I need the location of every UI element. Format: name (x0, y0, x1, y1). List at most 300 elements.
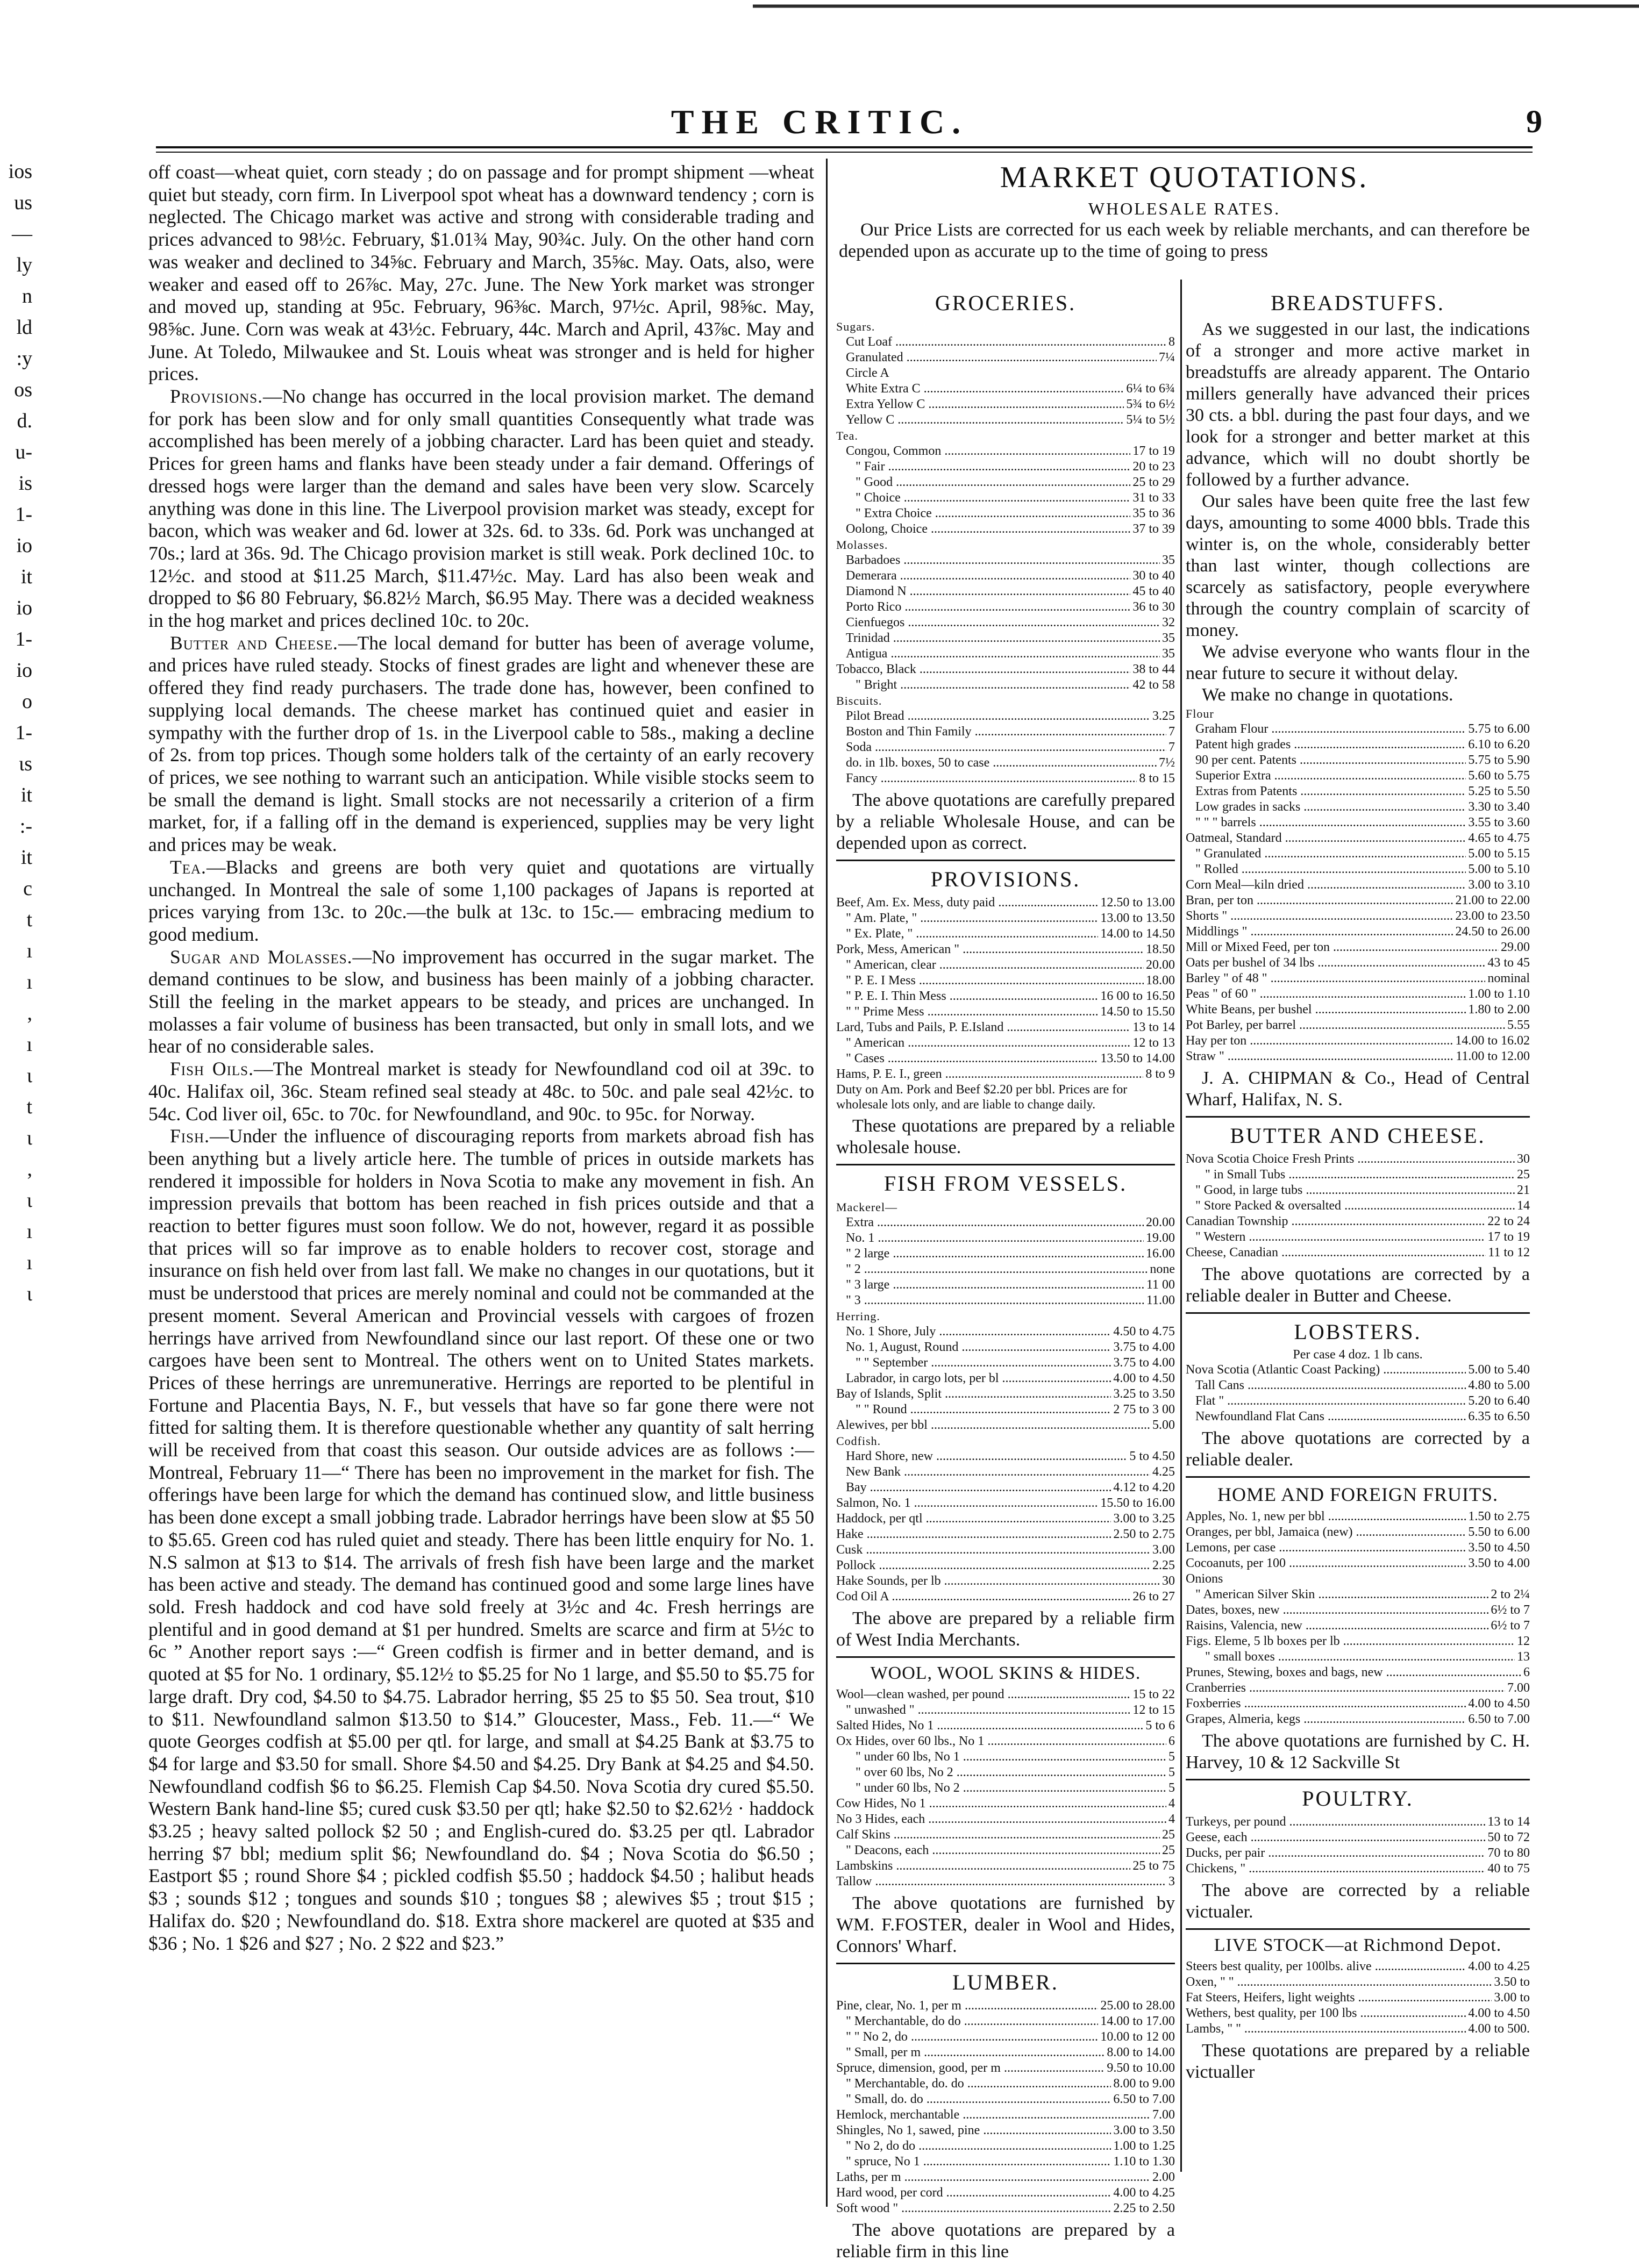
price-label: Oranges, per bbl, Jamaica (new) ..... (1186, 1525, 1466, 1540)
price-row (1186, 1393, 1530, 1409)
price-row (836, 2201, 1175, 2216)
price-row (1186, 1814, 1530, 1830)
price-label: " in Small Tubs ..... (1186, 1167, 1515, 1183)
margin-fragment: o (22, 690, 32, 713)
price-row (1186, 940, 1530, 955)
breadstuffs-p3: We advise everyone who wants flour in the near future to secure it without delay. (1186, 642, 1530, 683)
price-label: White Beans, per bushel ..... (1186, 1002, 1466, 1018)
price-label: Nova Scotia (Atlantic Coast Packing) ..... (1186, 1362, 1466, 1378)
price-row (1186, 1151, 1530, 1167)
price-label: Soft wood " ..... (836, 2201, 1111, 2216)
price-value: 6 (1523, 1665, 1530, 1679)
price-value: 6¼ to 6¾ (1126, 382, 1175, 396)
price-row (836, 771, 1175, 786)
fish-title: FISH FROM VESSELS. (883, 1171, 1128, 1196)
price-row (836, 911, 1175, 926)
price-row (836, 1780, 1175, 1796)
price-value: 6½ to 7 (1491, 1603, 1530, 1617)
margin-fragment: d. (17, 410, 32, 432)
margin-fragment: 1- (15, 721, 32, 744)
price-label: Flour (1186, 707, 1214, 720)
price-label: Circle A (846, 366, 889, 380)
price-label: No. 1 ..... (836, 1230, 1144, 1246)
butter-note: The above quotations are corrected by a reliable dealer in Butter and Cheese. (1186, 1264, 1530, 1306)
price-value (897, 1199, 900, 1215)
price-value: 6.35 to 6.50 (1468, 1410, 1530, 1423)
price-label: Tea. (836, 429, 858, 442)
price-row (1186, 1214, 1530, 1229)
price-row (1186, 1540, 1530, 1556)
price-value (881, 1433, 883, 1449)
price-row (1186, 1665, 1530, 1680)
price-row (836, 1051, 1175, 1067)
price-label: Pork, Mess, American " ..... (836, 942, 1144, 957)
price-label: Hemlock, merchantable ..... (836, 2107, 1150, 2123)
price-row (836, 1308, 1175, 1324)
price-row (836, 1702, 1175, 1718)
fruits-note: The above quotations are furnished by C. H. Harvey, 10 & 12 Sackville St (1186, 1731, 1530, 1772)
price-value: 4.00 to 4.50 (1113, 1371, 1175, 1385)
price-value: 25 (1517, 1168, 1530, 1182)
price-value: 5.00 to 5.15 (1468, 847, 1530, 861)
price-value: 4.50 to 4.75 (1113, 1325, 1175, 1339)
price-label: Bay ..... (836, 1480, 1111, 1496)
price-value: 4.80 to 5.00 (1468, 1378, 1530, 1392)
price-label: Flat " ..... (1186, 1393, 1466, 1409)
price-label: Alewives, per bbl ..... (836, 1418, 1150, 1433)
livestock-note: These quotations are prepared by a reliable victualler (1186, 2041, 1530, 2082)
price-label: Mackerel— (836, 1200, 898, 1214)
price-row (836, 1527, 1175, 1542)
wool-note: The above quotations are furnished by WM. F.FOSTER, dealer in Wool and Hides, Connors' Wharf. (836, 1893, 1175, 1956)
provisions-note: These quotations are prepared by a reliable wholesale house. (836, 1116, 1175, 1157)
price-label: No 3 Hides, each ..... (836, 1812, 1166, 1827)
price-row (836, 2123, 1175, 2138)
price-value: 5.00 to 5.40 (1468, 1363, 1530, 1377)
price-row (1186, 1634, 1530, 1649)
margin-fragment: u- (15, 441, 32, 463)
margin-fragment: 1- (15, 628, 32, 650)
price-row (836, 1718, 1175, 1734)
price-row (1186, 706, 1530, 721)
price-row (836, 2014, 1175, 2029)
text-provisions: —No change has occurred in the local provision market. The demand for pork has been slow and for only small quantities Consequently what trade was accomplished has been merely of a jobbing character. Lard has been quiet and steady. Prices for green hams and flanks have been steady under a fair demand. Offerings of dressed hogs were larger than the demand and sales have been very slow. Scarcely anything was done in this line. The Liverpool provision market was steady, except for bacon, which was weaker and 6d. lower at 32s. 6d. to 33s. 6d. Pork was unchanged at 70s.; lard at 36s. 9d. The Chicago provision market is still weak. Pork declined 10c. to 12½c. and stood at $11.25 March, $11.47½c. May. Lard has also been weak and dropped to $6 80 February, $6.82½ March, $6.95 May. There was a decided weakness in the hog market and prices declined 10c. to 20c. (148, 385, 814, 632)
price-value: 22 to 24 (1487, 1214, 1530, 1228)
groceries-list (836, 319, 1175, 786)
price-value: 5.75 to 6.00 (1468, 722, 1530, 736)
price-label: " Small, per m ..... (836, 2045, 1104, 2060)
divider (1186, 1928, 1530, 1930)
price-value: 3.50 to (1494, 1975, 1530, 1989)
margin-fragment: , (27, 1002, 32, 1025)
price-label: " Granulated ..... (1186, 846, 1466, 862)
margin-fragment: ı (26, 1033, 32, 1056)
price-label: Pilot Bread ..... (836, 709, 1150, 724)
price-label: Canadian Township ..... (1186, 1214, 1485, 1229)
price-label: Cow Hides, No 1 ..... (836, 1796, 1166, 1812)
price-label: Hake ..... (836, 1527, 1111, 1542)
price-label: Barley " of 48 " ..... (1186, 971, 1485, 986)
price-value: 5 (1168, 1750, 1175, 1764)
price-value: 1.00 to 1.10 (1468, 987, 1530, 1001)
price-value: 18.50 (1146, 942, 1175, 956)
price-label: Patent high grades ..... (1186, 737, 1466, 753)
price-value: 16.00 (1146, 1247, 1175, 1261)
price-label: " 2 large ..... (836, 1246, 1144, 1262)
margin-fragment: io (16, 597, 32, 619)
text-fish-oils: —The Montreal market is steady for Newfoundland cod oil at 39c. to 40c. Halifax oil, 36c. Steam refined seal steady at 48c. to 50c. and pale seal 42½c. to 54c. Cod liver oil, 65c. to 70c. for Newfoundland, and 90c. to 95c. for Norway. (148, 1058, 814, 1125)
price-label: Antigua ..... (836, 646, 1160, 662)
price-label: Raisins, Valencia, new ..... (1186, 1618, 1488, 1634)
price-row (836, 1277, 1175, 1293)
price-value: 37 to 39 (1132, 522, 1175, 536)
groceries-title: GROCERIES. (935, 291, 1077, 315)
header-rule (156, 146, 1533, 148)
price-row (836, 615, 1175, 631)
masthead: THE CRITIC. (671, 103, 968, 141)
paragraph-grain: off coast—wheat quiet, corn steady ; do on passage and for prompt shipment —wheat quiet but steady, corn firm. In Liverpool spot wheat has a downward tendency ; corn is neglected. The Chicago market was active and strong with considerable trading and prices advanced to 98½c. February, $1.01¾ May, 90¾c. July. On the other hand corn was weaker and declined to 34⅝c. February and March, 35⅝c. May. Oats, also, were weaker and eased off to 26⅞c. May, 27c. June. The New York market was stronger and moved up, standing at 95c. February, 96⅜c. March, 97½c. April, 98⅝c. May, 98⅝c. June. Corn was weak at 43½c. February, 44c. March and April, 43⅞c. May and June. At Toledo, Milwaukee and St. Louis wheat was stronger and is held for higher prices. (148, 161, 814, 385)
header-rule-thin (156, 152, 1533, 153)
price-value: 20.00 (1146, 958, 1175, 972)
price-value (882, 693, 884, 709)
price-row (1186, 1602, 1530, 1618)
margin-fragment: os (14, 378, 32, 401)
price-row (836, 506, 1175, 521)
provisions-title: PROVISIONS. (930, 867, 1081, 891)
price-label: Fat Steers, Heifers, light weights ..... (1186, 1990, 1492, 2006)
price-row (836, 1340, 1175, 1355)
price-value: 50 to 72 (1487, 1830, 1530, 1844)
price-value: 24.50 to 26.00 (1455, 925, 1530, 939)
margin-fragment: ı (26, 1251, 32, 1274)
price-value: 3.00 to (1494, 1991, 1530, 2005)
price-label: Cienfuegos ..... (836, 615, 1160, 631)
price-value: 2.50 to 2.75 (1113, 1527, 1175, 1541)
margin-fragment: ı (26, 971, 32, 993)
heading-sugar: Sugar and Molasses. (170, 946, 353, 968)
price-label: Geese, each ..... (1186, 1830, 1485, 1845)
price-label: Steers best quality, per 100lbs. alive ..... (1186, 1959, 1466, 1974)
price-value: 8 to 9 (1145, 1067, 1175, 1081)
price-value: 13 (1517, 1650, 1530, 1664)
price-value: 3.25 to 3.50 (1113, 1387, 1175, 1401)
price-row (836, 693, 1175, 709)
poultry-title: POULTRY. (1302, 1786, 1414, 1811)
price-row (836, 1589, 1175, 1605)
price-value (858, 428, 860, 443)
price-label: " " No 2, do ..... (836, 2029, 1098, 2045)
price-row (1186, 1198, 1530, 1214)
price-value: 6 (1168, 1734, 1175, 1748)
price-row (836, 553, 1175, 568)
price-row (836, 2154, 1175, 2170)
price-row (1186, 1571, 1530, 1587)
price-value: 17 to 19 (1487, 1230, 1530, 1244)
price-value: 12 to 15 (1132, 1703, 1175, 1717)
price-label: Boston and Thin Family ..... (836, 724, 1166, 740)
price-value: 26 to 27 (1132, 1590, 1175, 1604)
price-value: 8.00 to 9.00 (1113, 2077, 1175, 2091)
butter-list (1186, 1151, 1530, 1261)
price-row (836, 662, 1175, 677)
provisions-duty-note: Duty on Am. Pork and Beef $2.20 per bbl. Prices are for wholesale lots only, and are liable to change daily. (836, 1083, 1128, 1112)
price-value: 4.00 to 4.25 (1468, 1959, 1530, 1973)
lobsters-title: LOBSTERS. (1294, 1320, 1422, 1344)
price-label: Labrador, in cargo lots, per bl ..... (836, 1371, 1111, 1386)
price-value: 3.50 to 4.50 (1468, 1541, 1530, 1555)
price-value: 1.50 to 2.75 (1468, 1509, 1530, 1523)
margin-fragment: it (20, 566, 32, 588)
breadstuffs-p4: We make no change in quotations. (1202, 685, 1453, 705)
price-label: Salmon, No. 1 ..... (836, 1496, 1098, 1511)
price-row (836, 1558, 1175, 1573)
price-row (836, 1765, 1175, 1780)
price-label: Chickens, " ..... (1186, 1861, 1485, 1877)
price-row (836, 709, 1175, 724)
price-row (836, 1418, 1175, 1433)
price-row (1186, 1587, 1530, 1602)
price-row (1186, 846, 1530, 862)
price-value: 2.25 (1152, 1558, 1175, 1572)
provisions-list (836, 895, 1175, 1082)
price-value: 2 75 to 3 00 (1113, 1403, 1175, 1416)
text-sugar: —No improvement has occurred in the sugar market. The demand continues to be slow, and business has been mainly of a jobbing character. Still the feeling in the market appears to be steady, and prices are unchanged. In molasses a fair volume of business has been transacted, but only in small lots, and we hear of no considerable sales. (148, 946, 815, 1057)
price-value: 40 to 75 (1487, 1862, 1530, 1876)
price-label: Extra Yellow C ..... (836, 397, 1124, 412)
price-label: Beef, Am. Ex. Mess, duty paid ..... (836, 895, 1098, 911)
price-value: 7½ (1159, 756, 1175, 770)
price-value: 35 (1162, 553, 1175, 567)
price-value: 14.50 to 15.50 (1100, 1005, 1175, 1019)
price-label: " unwashed " ..... (836, 1702, 1130, 1718)
price-value: 6.10 to 6.20 (1468, 738, 1530, 752)
price-label: Barbadoes ..... (836, 553, 1160, 568)
price-row (836, 957, 1175, 973)
margin-fragment: ι (26, 1064, 32, 1087)
page-number: 9 (1526, 104, 1542, 139)
divider (836, 860, 1175, 861)
price-row (836, 443, 1175, 459)
price-row (836, 1542, 1175, 1558)
divider (1186, 1779, 1530, 1780)
price-value: 4.00 to 500. (1468, 2022, 1530, 2036)
price-label: " 3 ..... (836, 1293, 1144, 1308)
price-value: 2.00 (1152, 2170, 1175, 2184)
price-label: Demerara ..... (836, 568, 1130, 584)
price-value: 3 (1168, 1875, 1175, 1888)
price-row (836, 1749, 1175, 1765)
price-row (836, 537, 1175, 553)
price-value: 10.00 to 12 00 (1100, 2030, 1175, 2044)
price-row (836, 1734, 1175, 1749)
price-row (836, 2029, 1175, 2045)
margin-fragment: ly (16, 254, 32, 276)
price-label: Straw " ..... (1186, 1049, 1453, 1064)
price-label: Oxen, " " ..... (1186, 1974, 1492, 1990)
price-row (836, 319, 1175, 334)
price-value: 9.50 to 10.00 (1107, 2061, 1175, 2075)
price-label: " over 60 lbs, No 2 ..... (836, 1765, 1166, 1780)
breadstuffs-p1: As we suggested in our last, the indications of a stronger and more active market in breadstuffs are already apparent. The Ontario millers generally have advanced their prices 30 cts. a bbl. during the past four days, and we look for a stronger and better market at this advance, which will no doubt shortly be followed by a further advance. (1186, 319, 1530, 490)
breadstuffs-list (1186, 706, 1530, 1064)
price-row (1186, 986, 1530, 1002)
price-label: Congou, Common ..... (836, 443, 1130, 459)
price-row (836, 755, 1175, 771)
price-value: 5.20 to 6.40 (1468, 1394, 1530, 1408)
price-row (836, 2060, 1175, 2076)
price-row (836, 926, 1175, 942)
price-label: Corn Meal—kiln dried ..... (1186, 877, 1466, 893)
price-label: Extras from Patents ..... (1186, 784, 1466, 799)
margin-fragment: it (20, 846, 32, 869)
text-butter: —The local demand for butter has been of average volume, and prices have ruled steady. Stocks of finest grades are light and whenever these are offered they find ready purchasers. The trade done has, however, been confined to supplying local demands. The cheese market has continued quiet and easier in sympathy with the further drop of 1s. in the Liverpool cable to 58s., making a decline of 2s. from top prices. Though some holders talk of the certainty of an early recovery of prices, we see nothing to warrant such an anticipation. While visible stocks seem to be small the demand is light. Small stocks are not necessarily a criterion of a firm market, for, if a falling off in the demand is experienced, supplies may be very light and prices may be weak. (148, 632, 815, 856)
divider (836, 1164, 1175, 1165)
market-column-right (1186, 285, 1530, 2088)
price-row (1186, 1861, 1530, 1877)
price-row (1186, 1712, 1530, 1727)
price-row (836, 1998, 1175, 2014)
price-row (836, 1796, 1175, 1812)
price-value: 4 (1168, 1812, 1175, 1826)
price-value: 8 (1168, 335, 1175, 349)
price-value (880, 1308, 882, 1324)
price-value: 20 to 23 (1132, 460, 1175, 474)
price-label: Spruce, dimension, good, per m ..... (836, 2060, 1104, 2076)
price-row (1186, 799, 1530, 815)
market-subtitle: WHOLESALE RATES. (1088, 199, 1281, 218)
price-row (1186, 784, 1530, 799)
price-value: 3.00 to 3.10 (1468, 878, 1530, 892)
price-row (836, 631, 1175, 646)
fruits-list (1186, 1509, 1530, 1727)
price-label: Nova Scotia Choice Fresh Prints ..... (1186, 1151, 1515, 1167)
price-label: Laths, per m ..... (836, 2170, 1150, 2185)
price-label: Cusk ..... (836, 1542, 1150, 1558)
price-value: 30 (1162, 1574, 1175, 1588)
price-label: Prunes, Stewing, boxes and bags, new ..... (1186, 1665, 1521, 1680)
margin-fragment: 1- (15, 503, 32, 526)
price-label: " " " barrels ..... (1186, 815, 1466, 831)
price-row (1186, 971, 1530, 986)
price-row (836, 2107, 1175, 2123)
price-row (836, 2076, 1175, 2092)
price-value: 5 (1168, 1765, 1175, 1779)
price-row (1186, 815, 1530, 831)
margin-fragments (0, 156, 32, 1310)
price-row (836, 459, 1175, 475)
margin-fragment: , (27, 1158, 32, 1180)
price-row (836, 1843, 1175, 1858)
price-row (836, 381, 1175, 397)
price-value: 1.00 to 1.25 (1113, 2139, 1175, 2153)
price-row (836, 1511, 1175, 1527)
price-row (836, 475, 1175, 490)
lobsters-note: The above quotations are corrected by a reliable dealer. (1186, 1428, 1530, 1470)
margin-fragment: ios (8, 160, 32, 183)
price-value: 6.50 to 7.00 (1468, 1712, 1530, 1726)
price-label: " under 60 lbs, No 1 ..... (836, 1749, 1166, 1765)
price-row (836, 1246, 1175, 1262)
price-value: 3.75 to 4.00 (1113, 1356, 1175, 1370)
price-label: " under 60 lbs, No 2 ..... (836, 1780, 1166, 1796)
price-row (836, 1480, 1175, 1496)
price-row (1186, 831, 1530, 846)
price-value: 5.50 to 6.00 (1468, 1525, 1530, 1539)
price-label: Lard, Tubs and Pails, P. E.Island ..... (836, 1020, 1130, 1035)
poultry-note: The above are corrected by a reliable victualer. (1186, 1880, 1530, 1922)
price-label: " Merchantable, do. do ..... (836, 2076, 1111, 2092)
breadstuffs-p2: Our sales have been quite free the last few days, amounting to some 4000 bbls. Trade this winter is, on the whole, considerably better than last winter, though collections are scarcely as satisfactory, people everywhere through the country complain of scarcity of money. (1186, 491, 1530, 640)
price-value: 25 (1162, 1828, 1175, 1842)
margin-fragment: ι (26, 1127, 32, 1149)
text-fish: —Under the influence of discouraging reports from markets abroad fish has been anything but a lively article here. The tumble of prices in outside markets has rendered it impossible for holders in Nova Scotia to make any movement in fish. An impression prevails that bottom has been reached in fish prices outside and that a reaction to better figures must soon follow. We do not, however, regard it as possible that prices will so far improve as to enable holders to recover cost, storage and insurance on fish held over from last fall. We make no changes in our quotations, but it must be understood that prices are merely nominal and could not be commanded at the present moment. Several American and Provincial vessels with cargoes of frozen herrings have arrived from Newfoundland since our last report. Of these one or two cargoes have been sent to Montreal. The others went on to United States markets. Prices of these herrings are unremunerative. Herrings are reported to be plentiful in Fortune and Placentia Bays, N. F., but vessels that have so far gone there were not fitted for salting them. It is therefore questionable whether any quantity of salt herring will be received from that coast this season. Our outside advices are as follows :— Montreal, February 11—“ There has been no improvement in the market for fish. The offerings have been large for which the demand has continued slow, and little business has been done except a small jobbing trade. Labrador herrings have been slow at $5 50 to $5.65. Green cod has ruled quiet and steady. There has been little enquiry for No. 1. N.S salmon at $13 to $14. The arrivals of fresh fish have been large and the market has been active and steady. The demand has continued good and some large lines have sold. Fresh haddock and cod have sold freely at 3½c and 4c. Fresh herrings are plentiful and in good demand at $1 per hundred. Smelts are scarce and firm at 5½c to 6c ” Another report says :—“ Green codfish is firmer and in better demand, and is quoted at $5 for No. 1 ordinary, $5.12½ to $5.25 for No 1 large, and $5.50 to $5.75 for large draft. Dry cod, $4.50 to $4.75. Labrador herring, $5 25 to $5 50. Sea trout, $10 to $11. Newfoundland salmon $13.50 to $14.” Gloucester, Mass., Feb. 11.—“ We quote Georges codfish at $5.00 per qtl. for large, and small at $4.25 Bank at $3.75 to $4 for large and $3.50 for small. Shore $4.50 and $4.25. Dry Bank at $4.25 and $4.50. Newfoundland codfish $6 to $6.25. Flemish Cap $4.50. Nova Scotia dry cured $5.50. Western Bank hand-line $5; cured cusk $3.50 per qtl; hake $2.50 to $2.62½ · haddock $3.25 ; heavy salted pollock $2 50 ; and English-cured do. $3.25 per qtl. Labrador herring $7 bbl; medium split $6; Newfoundland do. $4 ; Nova Scotia do $6.50 ; Eastport $5 ; round Shore $4 ; pickled codfish $5.50 ; haddock $4.50 ; halibut heads $3 ; sounds $12 ; tongues and sounds $10 ; tongues $8 ; alewives $5 ; trout $15 ; Halifax do. $20 ; Newfoundland do. $18. Extra shore mackerel are quoted at $35 and $36 ; No. 1 $26 and $27 ; No. 2 $22 and $23.” (148, 1125, 814, 1954)
price-row (836, 1496, 1175, 1511)
price-value: 4.00 to 4.50 (1468, 2006, 1530, 2020)
price-row (1186, 877, 1530, 893)
price-row (836, 1324, 1175, 1340)
price-value: 13 to 14 (1132, 1020, 1175, 1034)
price-value: 3.25 (1152, 709, 1175, 723)
price-value: 11 00 (1146, 1278, 1175, 1292)
price-label: Bay of Islands, Split ..... (836, 1386, 1111, 1402)
price-value: 14.00 to 14.50 (1100, 927, 1175, 941)
price-row (836, 584, 1175, 599)
price-value: none (1150, 1262, 1175, 1276)
price-value: 7 (1168, 740, 1175, 754)
price-row (836, 1812, 1175, 1827)
paragraph-fish-oils (148, 1058, 814, 1125)
price-row (1186, 1049, 1530, 1064)
price-row (1186, 1002, 1530, 1018)
fruits-title: HOME AND FOREIGN FRUITS. (1217, 1484, 1499, 1505)
price-label: Hay per ton ..... (1186, 1033, 1453, 1049)
price-row (1186, 2006, 1530, 2021)
price-label: Wool—clean washed, per pound ..... (836, 1687, 1130, 1702)
margin-fragment: ι (26, 1283, 32, 1305)
price-row (1186, 1696, 1530, 1712)
price-value: 2 to 2¼ (1491, 1587, 1530, 1601)
price-label: Onions (1186, 1572, 1223, 1586)
price-label: Grapes, Almeria, kegs ..... (1186, 1712, 1466, 1727)
price-value: 3.55 to 3.60 (1468, 815, 1530, 829)
price-label: " Ex. Plate, " ..... (836, 926, 1098, 942)
price-label: Trinidad ..... (836, 631, 1160, 646)
column-divider-main (826, 159, 828, 2207)
price-row (836, 1230, 1175, 1246)
butter-title: BUTTER AND CHEESE. (1230, 1124, 1486, 1148)
price-label: Lambs, " " ..... (1186, 2021, 1466, 2037)
price-value: 30 (1517, 1152, 1530, 1166)
price-row (1186, 1018, 1530, 1033)
divider (1186, 1116, 1530, 1118)
price-value: 21 (1517, 1183, 1530, 1197)
lobsters-subtitle: Per case 4 doz. 1 lb cans. (1293, 1348, 1423, 1362)
paragraph-sugar (148, 946, 814, 1058)
price-label: Molasses. (836, 538, 888, 552)
price-label: Middlings " ..... (1186, 924, 1453, 940)
price-row (836, 1199, 1175, 1215)
price-value: 14.00 to 17.00 (1100, 2014, 1175, 2028)
text-tea: —Blacks and greens are both very quiet and quotations are virtually unchanged. In Montreal the sale of some 1,100 packages of Japans is reported at prices varying from 13c. to 20c.—the bulk at 13c. to 15c.— embracing medium to good medium. (148, 856, 814, 945)
price-value: 17 to 19 (1132, 444, 1175, 458)
price-label: Shorts " ..... (1186, 908, 1453, 924)
price-row (836, 334, 1175, 350)
price-label: Lemons, per case ..... (1186, 1540, 1466, 1556)
price-value: 25 to 75 (1132, 1859, 1175, 1873)
price-value: 70 to 80 (1487, 1846, 1530, 1860)
price-value: 7.00 (1152, 2108, 1175, 2122)
price-value: 5.00 to 5.10 (1468, 862, 1530, 876)
